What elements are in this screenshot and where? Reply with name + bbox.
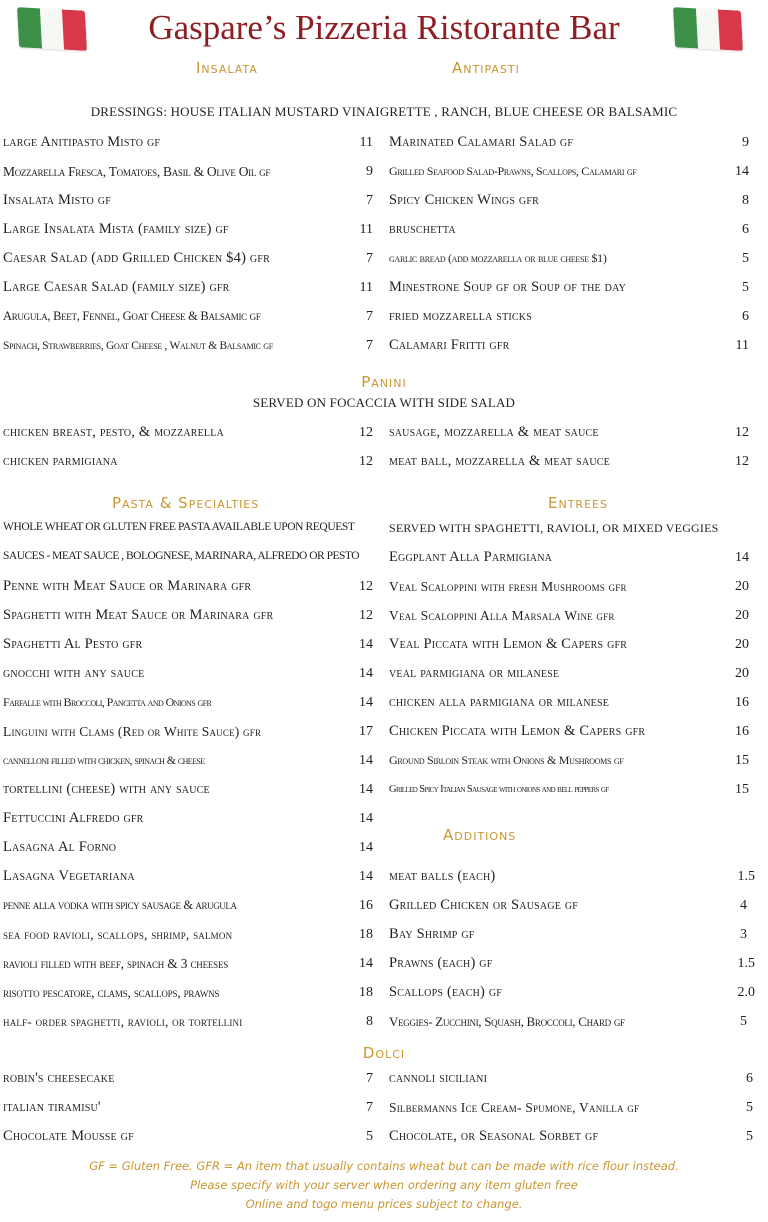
- menu-item: large Anitipasto Misto gf 11: [3, 134, 373, 150]
- menu-item: Veggies- Zucchini, Squash, Broccoli, Chard gf 5: [389, 1013, 747, 1029]
- menu-item: Spaghetti with Meat Sauce or Marinara gfr 12: [3, 607, 373, 623]
- additions-list: [389, 862, 755, 1036]
- menu-item: Eggplant Alla Parmigiana 14: [389, 549, 749, 565]
- menu-item: penne alla vodka with spicy sausage & arugula 16: [3, 897, 373, 913]
- menu-item: fried mozzarella sticks 6: [389, 308, 749, 324]
- heading-dolci: Dolci: [362, 1044, 406, 1062]
- panini-note: SERVED ON FOCACCIA WITH SIDE SALAD: [252, 395, 516, 410]
- insalata-list: [3, 128, 373, 360]
- menu-item: cannelloni filled with chicken, spinach & cheese 14: [3, 752, 373, 768]
- heading-insalata: Insalata: [196, 59, 258, 77]
- menu-item: Minestrone Soup gf or Soup of the day 5: [389, 279, 749, 295]
- menu-item: chicken parmigiana 12: [3, 453, 373, 469]
- menu-item: Grilled Chicken or Sausage gf 4: [389, 897, 747, 913]
- heading-additions: Additions: [443, 826, 517, 844]
- menu-item: Fettuccini Alfredo gfr 14: [3, 810, 373, 826]
- menu-item: Bay Shrimp gf 3: [389, 926, 747, 942]
- menu-item: sea food ravioli, scallops, shrimp, salmon 18: [3, 926, 373, 942]
- dolci-list-right: [389, 1064, 753, 1151]
- menu-item: Lasagna Vegetariana 14: [3, 868, 373, 884]
- menu-item: Marinated Calamari Salad gf 9: [389, 134, 749, 150]
- menu-item: Caesar Salad (add Grilled Chicken $4) gfr 7: [3, 250, 373, 266]
- footer-line-prices: Online and togo menu prices subject to change.: [245, 1197, 523, 1211]
- menu-item: sausage, mozzarella & meat sauce 12: [389, 424, 749, 440]
- menu-item: Silbermanns Ice Cream- Spumone, Vanilla gf 5: [389, 1099, 753, 1115]
- menu-item: Spaghetti Al Pesto gfr 14: [3, 636, 373, 652]
- antipasti-list: [389, 128, 749, 360]
- menu-item: Farfalle with Broccoli, Pancetta and Onions gfr 14: [3, 694, 373, 710]
- panini-list-right: [389, 418, 749, 476]
- menu-item: cannoli siciliani 6: [389, 1070, 753, 1086]
- menu-item: Chocolate Mousse gf 5: [3, 1128, 373, 1144]
- menu-item: Penne with Meat Sauce or Marinara gfr 12: [3, 578, 373, 594]
- entrees-note: SERVED WITH SPAGHETTI, RAVIOLI, OR MIXED VEGGIES: [389, 521, 719, 535]
- menu-item: Insalata Misto gf 7: [3, 192, 373, 208]
- footer-line-specify: Please specify with your server when ordering any item gluten free: [190, 1178, 578, 1192]
- menu-item: bruschetta 6: [389, 221, 749, 237]
- menu-item: half- order spaghetti, ravioli, or tortellini 8: [3, 1013, 373, 1029]
- menu-item: Linguini with Clams (Red or White Sauce) gfr 17: [3, 723, 373, 739]
- menu-item: veal parmigiana or milanese 20: [389, 665, 749, 681]
- gluten-free-legend: [0, 1157, 768, 1214]
- heading-antipasti: Antipasti: [452, 59, 520, 77]
- italian-flag-icon-right: [673, 7, 743, 51]
- menu-item: chicken alla parmigiana or milanese 16: [389, 694, 749, 710]
- footer-line-legend: GF = Gluten Free. GFR = An item that usually contains wheat but can be made with rice flour instead.: [89, 1159, 679, 1173]
- dressings-note: DRESSINGS: HOUSE ITALIAN MUSTARD VINAIGRETTE , RANCH, BLUE CHEESE OR BALSAMIC: [90, 104, 678, 119]
- menu-item: Prawns (each) gf 1.5: [389, 955, 755, 971]
- menu-item: Chocolate, or Seasonal Sorbet gf 5: [389, 1128, 753, 1144]
- menu-item: Calamari Fritti gfr 11: [389, 337, 749, 353]
- dolci-list-left: [3, 1064, 373, 1151]
- menu-item: Veal Scaloppini with fresh Mushrooms gfr 20: [389, 578, 749, 594]
- menu-item: Arugula, Beet, Fennel, Goat Cheese & Balsamic gf 7: [3, 308, 373, 324]
- pasta-list: [3, 572, 373, 1036]
- menu-item: Large Caesar Salad (family size) gfr 11: [3, 279, 373, 295]
- menu-item: Spicy Chicken Wings gfr 8: [389, 192, 749, 208]
- pasta-note-wheat: WHOLE WHEAT OR GLUTEN FREE PASTA AVAILABLE UPON REQUEST: [3, 521, 355, 533]
- menu-item: Veal Piccata with Lemon & Capers gfr 20: [389, 636, 749, 652]
- menu-item: Ground Sirloin Steak with Onions & Mushrooms gf 15: [389, 752, 749, 768]
- menu-item: chicken breast, pesto, & mozzarella 12: [3, 424, 373, 440]
- menu-item: Grilled Spicy Italian Sausage with onions and bell peppers gf 15: [389, 781, 749, 797]
- heading-pasta-specialties: Pasta & Specialties: [112, 494, 260, 512]
- menu-item: robin's cheesecake 7: [3, 1070, 373, 1086]
- menu-item: Spinach, Strawberries, Goat Cheese , Walnut & Balsamic gf 7: [3, 337, 373, 353]
- menu-item: garlic bread (add mozzarella or blue cheese $1) 5: [389, 250, 749, 266]
- menu-item: Large Insalata Mista (family size) gf 11: [3, 221, 373, 237]
- menu-item: Grilled Seafood Salad-Prawns, Scallops, Calamari gf 14: [389, 163, 749, 179]
- menu-item: gnocchi with any sauce 14: [3, 665, 373, 681]
- entrees-list: [389, 543, 749, 804]
- menu-item: Scallops (each) gf 2.0: [389, 984, 755, 1000]
- menu-item: italian tiramisu' 7: [3, 1099, 373, 1115]
- menu-item: tortellini (cheese) with any sauce 14: [3, 781, 373, 797]
- menu-item: Mozzarella Fresca, Tomatoes, Basil & Olive Oil gf 9: [3, 163, 373, 179]
- menu-item: Lasagna Al Forno 14: [3, 839, 373, 855]
- pasta-note-sauces: SAUCES - MEAT SAUCE , BOLOGNESE, MARINARA, ALFREDO OR PESTO: [3, 550, 360, 562]
- menu-item: Veal Scaloppini Alla Marsala Wine gfr 20: [389, 607, 749, 623]
- menu-item: risotto pescatore, clams, scallops, prawns 18: [3, 984, 373, 1000]
- heading-panini: Panini: [361, 373, 407, 391]
- menu-item: meat ball, mozzarella & meat sauce 12: [389, 453, 749, 469]
- menu-item: Chicken Piccata with Lemon & Capers gfr 16: [389, 723, 749, 739]
- heading-entrees: Entrees: [548, 494, 608, 512]
- restaurant-title: Gaspare’s Pizzeria Ristorante Bar: [148, 8, 620, 47]
- menu-item: meat balls (each) 1.5: [389, 868, 755, 884]
- panini-list-left: [3, 418, 373, 476]
- menu-item: ravioli filled with beef, spinach & 3 cheeses 14: [3, 955, 373, 971]
